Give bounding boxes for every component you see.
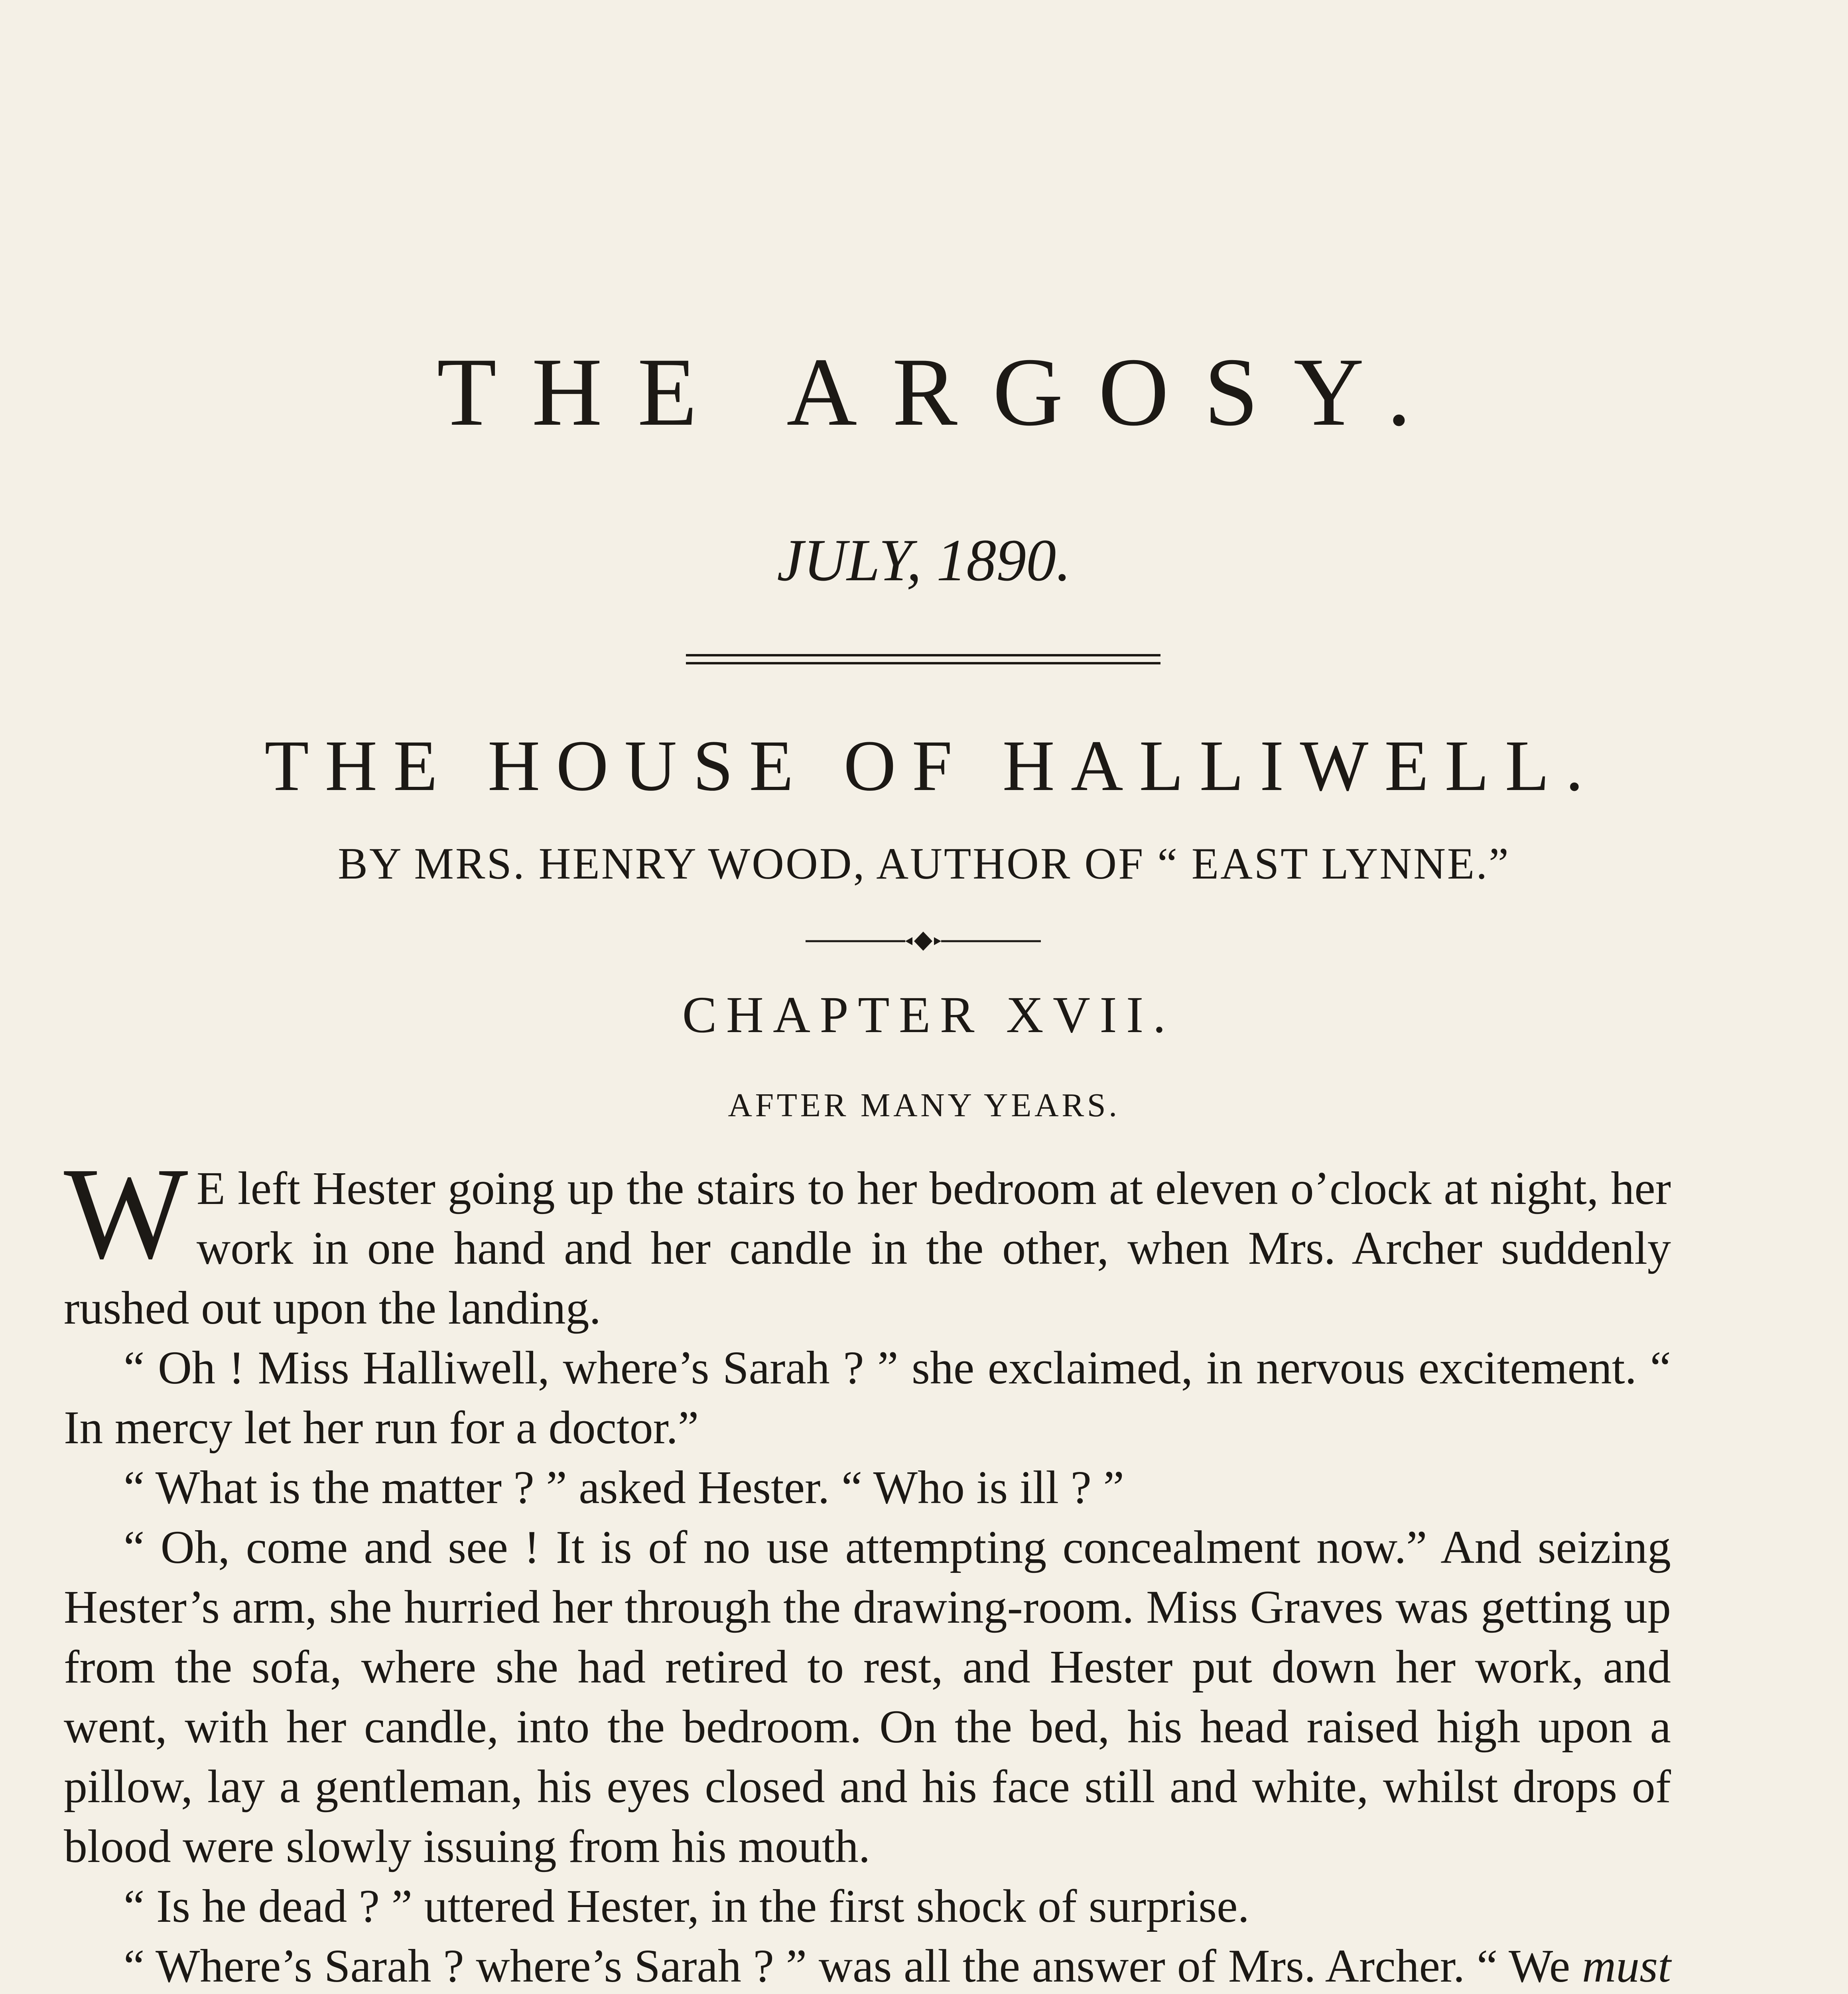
paragraph: “ Oh, come and see ! It is of no use attempting concealment now.” And seizing Hester’s arm, she hurried her through the drawing-room. Miss Graves was getting up from the sofa, where she had retired to rest, and Hester put down her work, and went, with her candle, into the bedroom. On the bed, his head raised high upon a pillow, lay a gentleman, his eyes closed and his face still and white, whilst drops of blood were slowly issuing from his mouth. — [64, 1521, 1671, 1872]
paragraph: W E left Hester going up the stairs to her bedroom at eleven o’clock at night, her work in one hand and her candle in the other, when Mrs. Archer suddenly rushed out upon the landing. — [64, 1141, 1671, 1334]
paragraph: “ Oh ! Miss Halliwell, where’s Sarah ? ” she exclaimed, in nervous excitement. “ In mercy let her run for a doctor.” — [64, 1342, 1671, 1454]
paragraph: “ Where’s Sarah ? where’s Sarah ? ” was all the answer of Mrs. Archer. “ We must — [124, 1940, 1671, 1992]
author-byline: BY MRS. HENRY WOOD, AUTHOR OF “ EAST LYNNE.” — [338, 839, 1510, 889]
issue-date: JULY, 1890. — [777, 527, 1071, 593]
ornament-divider-icon — [806, 929, 1041, 953]
paragraph: “ What is the matter ? ” asked Hester. “ Who is ill ? ” — [124, 1461, 1124, 1513]
story-text — [64, 1141, 1671, 1994]
paragraph: “ Is he dead ? ” uttered Hester, in the first shock of surprise. — [124, 1880, 1250, 1932]
chapter-heading: CHAPTER XVII. — [682, 986, 1175, 1044]
emphasis: must — [1582, 1940, 1671, 1992]
chapter-title: AFTER MANY YEARS. — [728, 1087, 1120, 1124]
magazine-title: THE ARGOSY. — [437, 338, 1446, 446]
story-title: THE HOUSE OF HALLIWELL. — [264, 726, 1600, 806]
drop-cap: W — [64, 1141, 185, 1286]
double-rule-divider — [686, 654, 1160, 664]
